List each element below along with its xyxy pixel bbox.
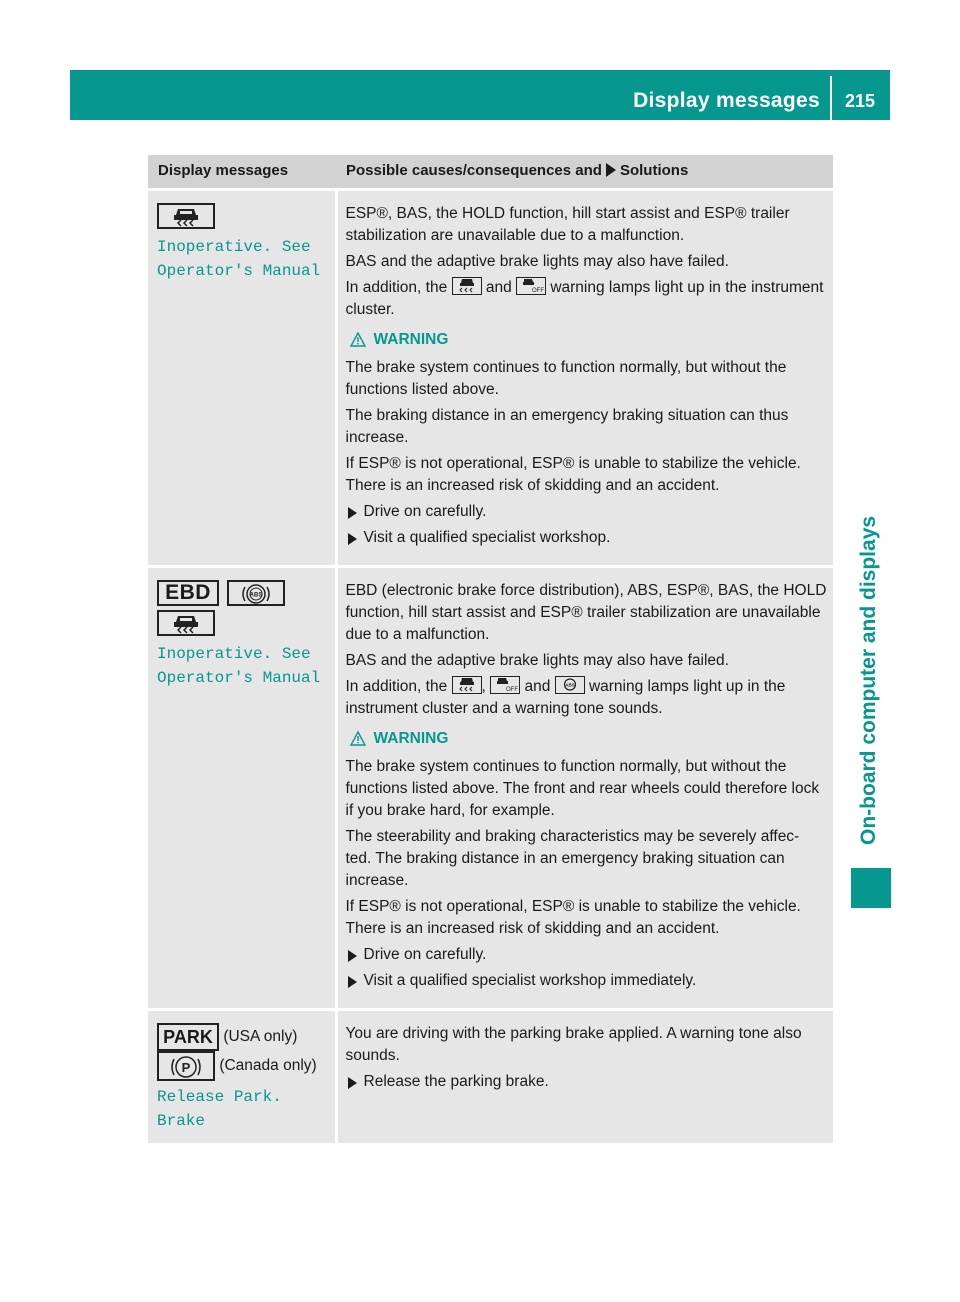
action-step: Visit a qualified specialist workshop. [346, 527, 828, 549]
column-header-causes [336, 155, 833, 189]
abs-icon [227, 580, 285, 606]
paragraph: You are driving with the parking brake applied. A warning tone also sounds. [345, 1024, 802, 1064]
paragraph: EBD (electronic brake force distribution), ABS, ESP®, BAS, the HOLD function, hill start assist and ESP® trailer stabilization are unavailable due to a malfunction. [345, 581, 827, 643]
paragraph: The braking distance in an emergency braking situation can thus increase. [345, 406, 789, 446]
solution-cell [336, 1009, 833, 1143]
warning-triangle-icon [350, 731, 366, 746]
display-cell [148, 566, 336, 1009]
column-header-solutions-text: Solutions [619, 162, 689, 179]
svg-text:OFF: OFF [506, 686, 519, 692]
solution-cell [336, 189, 833, 566]
park-line [157, 1023, 327, 1081]
esp-off-icon [490, 676, 520, 694]
paragraph-text: In addition, the [345, 677, 448, 695]
display-message-text: Release Park. Brake [157, 1087, 282, 1130]
paragraph-text: and [524, 677, 551, 695]
esp-skid-icon [452, 676, 482, 694]
paragraph-text: and [485, 278, 512, 296]
paragraph [346, 277, 828, 321]
table-row [148, 189, 833, 566]
region-note-canada: (Canada only) [219, 1056, 317, 1074]
park-icon-text: PARK [163, 1026, 213, 1047]
paragraph-text: , [481, 677, 486, 695]
warning-heading [350, 329, 828, 351]
paragraph: BAS and the adaptive brake lights may also have failed. [345, 651, 729, 669]
side-tab-marker [851, 868, 891, 908]
paragraph: The steerability and braking characteristics may be severely affec- ted. The braking distance in an emergency braking situation can increase. [345, 827, 800, 889]
display-message-text: Inoperative. See [157, 644, 311, 663]
display-cell [148, 1009, 336, 1143]
warning-label: WARNING [373, 729, 449, 747]
display-cell [148, 189, 336, 566]
page-title: Display messages [633, 89, 820, 112]
paragraph: The brake system continues to function normally, but without the functions listed above. [345, 358, 787, 398]
paragraph-text: warning lamps light up in the instrument cluster and a warning tone sounds. [345, 677, 786, 717]
esp-skid-icon [452, 277, 482, 295]
warning-label: WARNING [373, 330, 449, 348]
paragraph-text: warning lamps light up in the instrument cluster. [345, 278, 824, 318]
paragraph: The brake system continues to function normally, but without the functions listed above. The front and rear wheels could therefore lock if you brake hard, for example. [345, 757, 820, 819]
page-number: 215 [844, 91, 876, 111]
ebd-icon [157, 580, 219, 606]
paragraph: If ESP® is not operational, ESP® is unable to stabilize the vehicle. There is an increased risk of skidding and an accident. [345, 897, 801, 937]
paragraph: ESP®, BAS, the HOLD function, hill start assist and ESP® trailer stabilization are unavailable due to a malfunction. [345, 204, 790, 244]
action-step: Drive on carefully. [346, 501, 828, 523]
esp-skid-icon [157, 610, 215, 636]
svg-text:ABS: ABS [564, 682, 575, 687]
svg-text:P: P [181, 1059, 191, 1075]
warning-heading [350, 728, 828, 750]
display-messages-table [148, 155, 833, 1143]
paragraph-text: In addition, the [345, 278, 448, 296]
header-bar [70, 70, 890, 120]
abs-icon [555, 676, 585, 694]
paragraph: If ESP® is not operational, ESP® is unable to stabilize the vehicle. There is an increased risk of skidding and an accident. [345, 454, 801, 494]
ebd-icon-text: EBD [165, 580, 211, 604]
warning-triangle-icon [350, 332, 366, 347]
action-step: Visit a qualified specialist workshop immediately. [346, 970, 828, 992]
action-step: Release the parking brake. [346, 1071, 828, 1093]
column-header-display-messages: Display messages [148, 155, 336, 189]
display-message-text: Inoperative. See [157, 237, 311, 256]
header-divider [830, 76, 832, 120]
display-message-text: Operator's Manual [157, 261, 321, 280]
svg-text:OFF: OFF [532, 287, 545, 293]
side-tab-label: On-board computer and displays [857, 515, 880, 845]
parking-brake-icon [157, 1051, 215, 1081]
paragraph: BAS and the adaptive brake lights may also have failed. [345, 252, 729, 270]
solution-cell [336, 566, 833, 1009]
action-step: Drive on carefully. [346, 944, 828, 966]
arrow-icon [606, 163, 616, 177]
column-header-causes-text: Possible causes/consequences and [346, 162, 602, 179]
table-row [148, 1009, 833, 1143]
park-icon [157, 1023, 219, 1051]
region-note-usa: (USA only) [223, 1027, 298, 1045]
display-message-text: Operator's Manual [157, 668, 321, 687]
esp-skid-icon [157, 203, 215, 229]
esp-off-icon [516, 277, 546, 295]
table-row [148, 566, 833, 1009]
paragraph [346, 676, 828, 720]
svg-text:ABS: ABS [249, 592, 263, 598]
